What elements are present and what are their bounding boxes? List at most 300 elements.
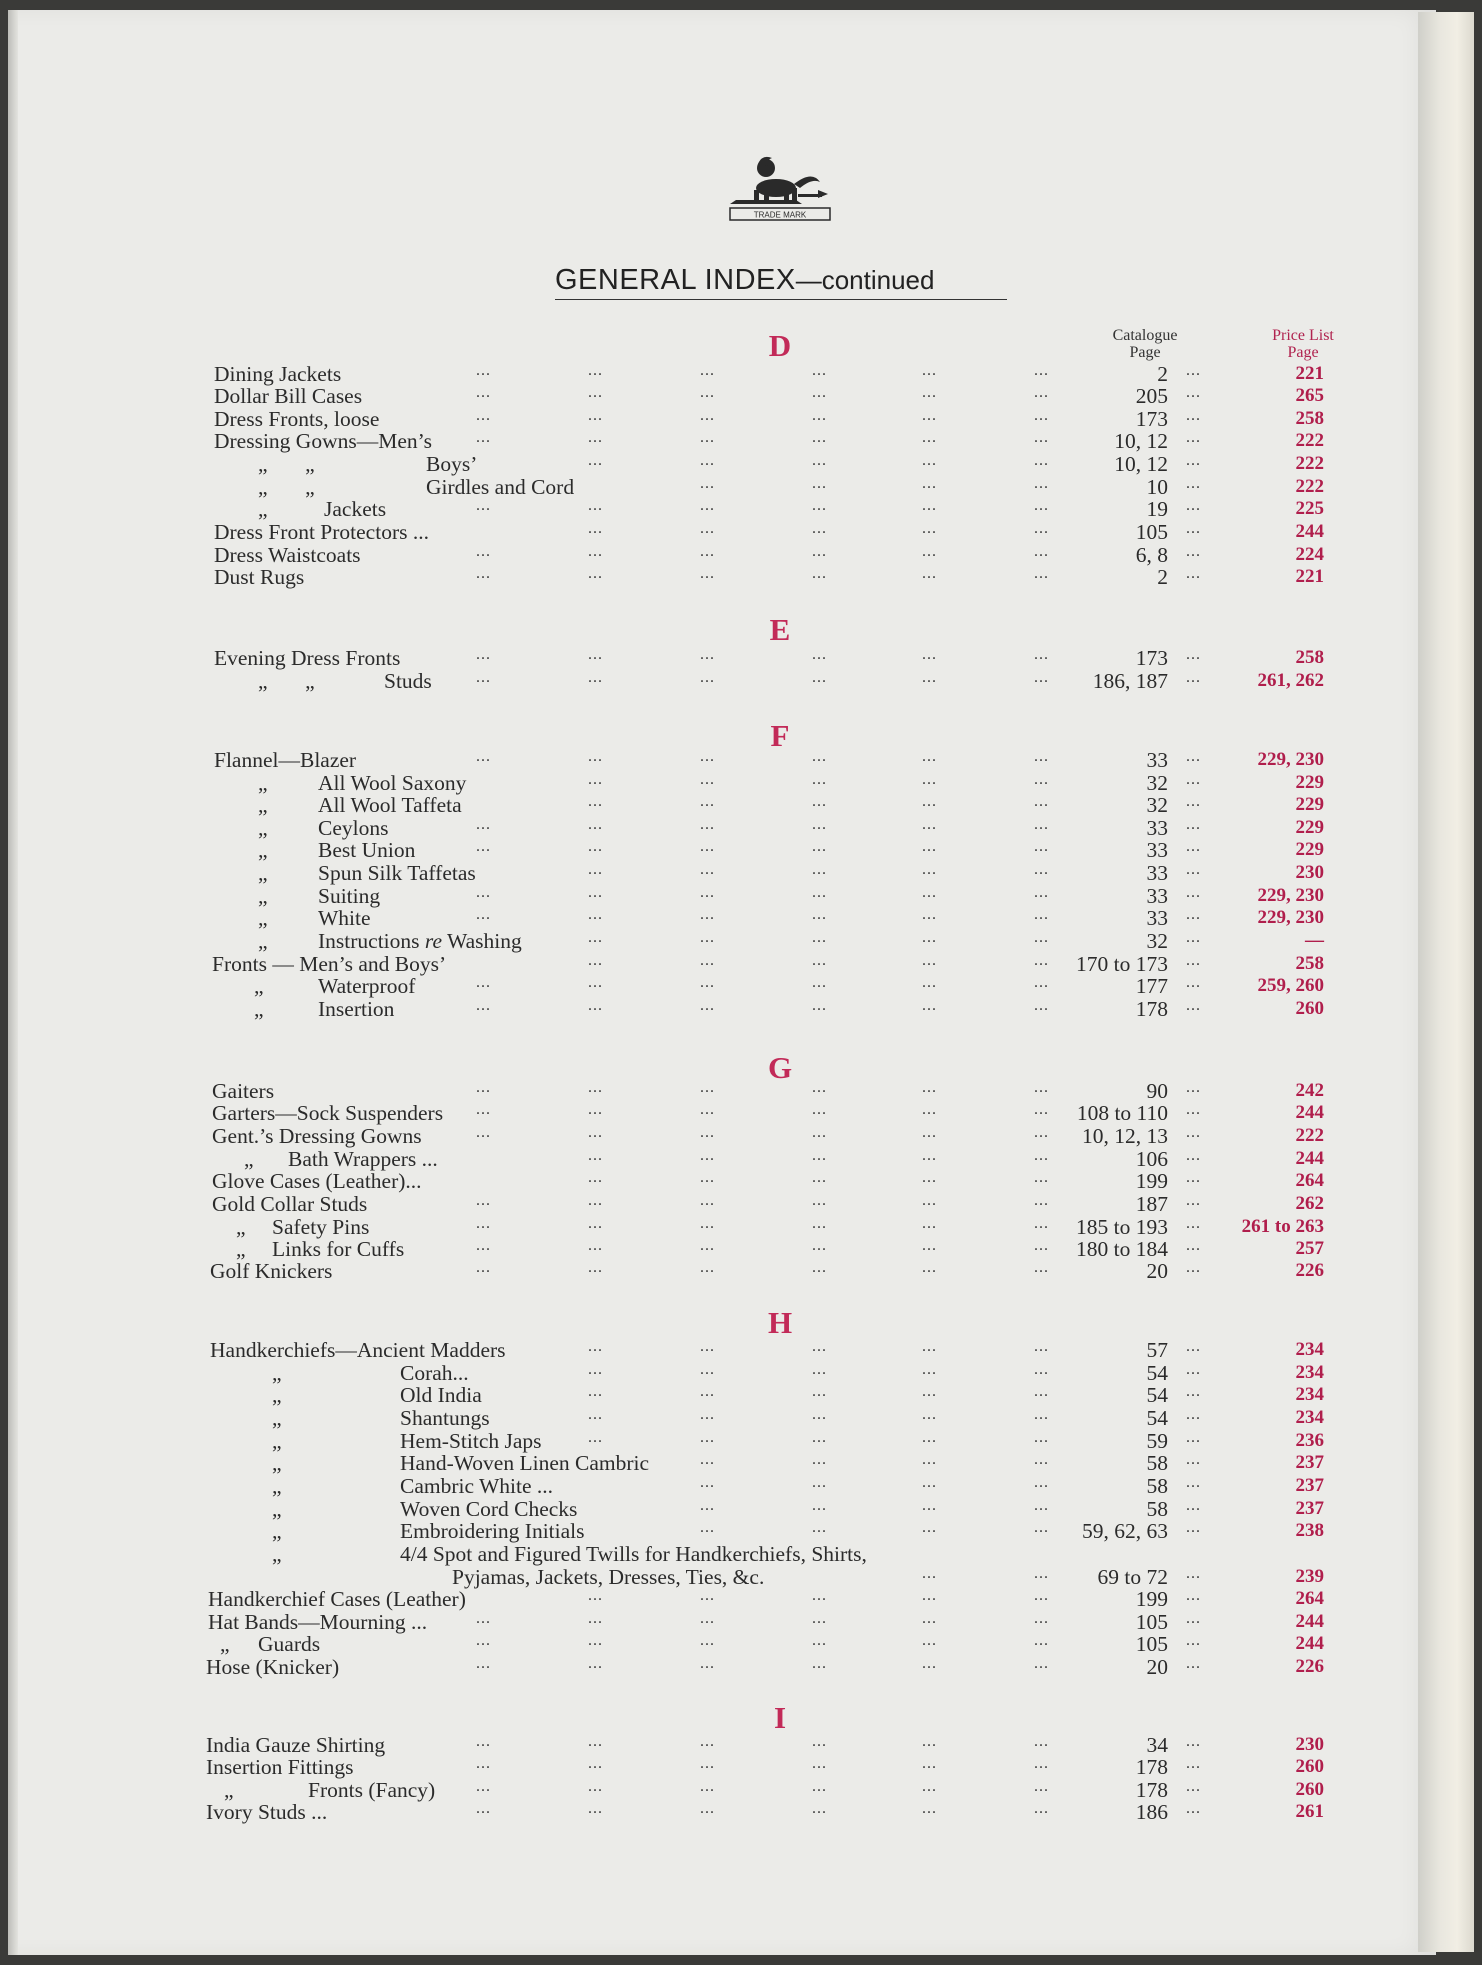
index-entry: [0, 1339, 1400, 1361]
leader-dots: ...: [1186, 1259, 1201, 1276]
leader-dots: ...: [588, 952, 603, 969]
leader-dots: ...: [1034, 565, 1049, 582]
leader-dots: ...: [1034, 906, 1049, 923]
catalogue-page-number: 10, 12: [1114, 429, 1168, 453]
leader-dots: ...: [1034, 1237, 1049, 1254]
leader-dots: ...: [922, 1338, 937, 1355]
index-entry: [0, 1125, 1400, 1147]
leader-dots: ...: [812, 1632, 827, 1649]
leader-dots: ...: [1186, 1215, 1201, 1232]
leader-dots: ...: [1186, 1451, 1201, 1468]
index-entry: [0, 1260, 1400, 1282]
leader-dots: ...: [922, 429, 937, 446]
leader-dots: ...: [1186, 669, 1201, 686]
catalogue-page-number: 6, 8: [1135, 543, 1168, 567]
entry-label: White: [318, 906, 371, 930]
entry-label: Insertion Fittings: [206, 1755, 354, 1779]
price-list-page-number: 261, 262: [1257, 670, 1324, 691]
leader-dots: ...: [1034, 1733, 1049, 1750]
leader-dots: ...: [700, 565, 715, 582]
leader-dots: ...: [922, 1587, 937, 1604]
price-list-page-number: 234: [1295, 1362, 1324, 1383]
leader-dots: ...: [922, 1361, 937, 1378]
ditto-mark: „: [258, 929, 268, 953]
leader-dots: ...: [922, 816, 937, 833]
price-list-page-number: 222: [1295, 1125, 1324, 1146]
leader-dots: ...: [700, 838, 715, 855]
leader-dots: ...: [922, 1169, 937, 1186]
catalogue-page-number: 59: [1146, 1429, 1168, 1453]
leader-dots: ...: [700, 1169, 715, 1186]
leader-dots: ...: [812, 861, 827, 878]
catalogue-page-number: 105: [1135, 520, 1168, 544]
entry-label: Gaiters: [212, 1079, 275, 1103]
leader-dots: ...: [812, 1474, 827, 1491]
catalogue-page-number: 178: [1135, 1778, 1168, 1802]
leader-dots: ...: [588, 929, 603, 946]
index-entry: [0, 1656, 1400, 1678]
leader-dots: ...: [588, 1429, 603, 1446]
entry-label: Insertion: [318, 997, 395, 1021]
leader-dots: ...: [812, 997, 827, 1014]
leader-dots: ...: [1034, 1101, 1049, 1118]
leader-dots: ...: [922, 1474, 937, 1491]
price-list-page-number: 244: [1295, 1148, 1324, 1169]
price-list-page-number: 222: [1295, 430, 1324, 451]
leader-dots: ...: [922, 1101, 937, 1118]
price-list-page-number: 229: [1295, 794, 1324, 815]
catalogue-page-number: 2: [1157, 565, 1168, 589]
leader-dots: ...: [700, 861, 715, 878]
leader-dots: ...: [700, 429, 715, 446]
leader-dots: ...: [1034, 748, 1049, 765]
leader-dots: ...: [922, 1429, 937, 1446]
catalogue-page-number: 10, 12: [1114, 452, 1168, 476]
index-entry: [0, 1633, 1400, 1655]
entry-label: Boys’: [426, 452, 478, 476]
catalogue-page-number: 33: [1146, 816, 1168, 840]
price-list-page-number: 259, 260: [1257, 975, 1324, 996]
leader-dots: ...: [1034, 1587, 1049, 1604]
leader-dots: ...: [1186, 997, 1201, 1014]
leader-dots: ...: [1034, 1124, 1049, 1141]
leader-dots: ...: [700, 1192, 715, 1209]
leader-dots: ...: [922, 452, 937, 469]
leader-dots: ...: [812, 793, 827, 810]
leader-dots: ...: [1186, 816, 1201, 833]
catalogue-page-number: 199: [1135, 1587, 1168, 1611]
leader-dots: ...: [922, 748, 937, 765]
entry-label: Girdles and Cord: [426, 475, 575, 499]
leader-dots: ...: [922, 1519, 937, 1536]
catalogue-page-number: 108 to 110: [1076, 1101, 1168, 1125]
leader-dots: ...: [1034, 452, 1049, 469]
leader-dots: ...: [476, 838, 491, 855]
section-letter-h: H: [767, 1305, 793, 1340]
catalogue-page-number: 173: [1135, 646, 1168, 670]
leader-dots: ...: [922, 475, 937, 492]
leader-dots: ...: [700, 793, 715, 810]
leader-dots: ...: [700, 1429, 715, 1446]
leader-dots: ...: [700, 1215, 715, 1232]
leader-dots: ...: [476, 543, 491, 560]
catalogue-page-number: 187: [1135, 1192, 1168, 1216]
leader-dots: ...: [1034, 929, 1049, 946]
leader-dots: ...: [1186, 429, 1201, 446]
price-header-line1: Price List: [1272, 327, 1334, 344]
leader-dots: ...: [1034, 1474, 1049, 1491]
ditto-mark: „: [220, 1632, 230, 1656]
leader-dots: ...: [812, 1147, 827, 1164]
leader-dots: ...: [1034, 1800, 1049, 1817]
leader-dots: ...: [812, 452, 827, 469]
entry-label: All Wool Taffeta: [318, 793, 462, 817]
leader-dots: ...: [922, 1259, 937, 1276]
leader-dots: ...: [922, 906, 937, 923]
leader-dots: ...: [1034, 1361, 1049, 1378]
leader-dots: ...: [812, 1406, 827, 1423]
ditto-mark: „: [272, 1383, 282, 1407]
section-letter-g: G: [767, 1050, 793, 1085]
leader-dots: ...: [812, 1497, 827, 1514]
entry-label: Bath Wrappers ...: [288, 1147, 438, 1171]
price-list-page-number: 234: [1295, 1339, 1324, 1360]
entry-label: Flannel—Blazer: [214, 748, 357, 772]
leader-dots: ...: [1186, 1383, 1201, 1400]
ditto-mark: „: [272, 1406, 282, 1430]
leader-dots: ...: [700, 1338, 715, 1355]
leader-dots: ...: [700, 884, 715, 901]
leader-dots: ...: [700, 1361, 715, 1378]
catalogue-page-number: 58: [1146, 1497, 1168, 1521]
leader-dots: ...: [588, 1406, 603, 1423]
leader-dots: ...: [922, 362, 937, 379]
index-entry: [0, 1588, 1400, 1610]
price-list-page-number: 242: [1295, 1080, 1324, 1101]
leader-dots: ...: [588, 669, 603, 686]
catalogue-page-number: 58: [1146, 1474, 1168, 1498]
catalogue-page-number: 69 to 72: [1097, 1565, 1168, 1589]
ditto-mark: „: [258, 906, 268, 930]
index-entry: [0, 749, 1400, 771]
price-list-page-number: 257: [1295, 1238, 1324, 1259]
catalogue-page-number: 90: [1146, 1079, 1168, 1103]
catalogue-page-number: 32: [1146, 793, 1168, 817]
leader-dots: ...: [700, 1733, 715, 1750]
leader-dots: ...: [1034, 407, 1049, 424]
leader-dots: ...: [1034, 1610, 1049, 1627]
catalogue-page-number: 105: [1135, 1632, 1168, 1656]
leader-dots: ...: [922, 497, 937, 514]
price-list-page-number: 264: [1295, 1170, 1324, 1191]
leader-dots: ...: [812, 362, 827, 379]
leader-dots: ...: [476, 884, 491, 901]
catalogue-header-line2: Page: [1129, 344, 1161, 361]
leader-dots: ...: [922, 543, 937, 560]
leader-dots: ...: [1186, 771, 1201, 788]
leader-dots: ...: [1186, 646, 1201, 663]
ditto-mark: „: [258, 816, 268, 840]
leader-dots: ...: [1186, 543, 1201, 560]
leader-dots: ...: [700, 1632, 715, 1649]
entry-label: Golf Knickers: [210, 1259, 333, 1283]
catalogue-page-number: 57: [1146, 1338, 1168, 1362]
leader-dots: ...: [812, 952, 827, 969]
catalogue-page-number: 20: [1146, 1655, 1168, 1679]
price-list-page-number: 229, 230: [1257, 885, 1324, 906]
leader-dots: ...: [700, 543, 715, 560]
leader-dots: ...: [812, 475, 827, 492]
leader-dots: ...: [476, 362, 491, 379]
index-entry: [0, 1384, 1400, 1406]
entry-label: Corah...: [400, 1361, 469, 1385]
ditto-mark: „: [258, 793, 268, 817]
leader-dots: ...: [700, 1451, 715, 1468]
price-list-page-number: 237: [1295, 1498, 1324, 1519]
index-entry: [0, 1520, 1400, 1542]
leader-dots: ...: [1186, 929, 1201, 946]
leader-dots: ...: [1034, 1565, 1049, 1582]
catalogue-page-number: 10: [1146, 475, 1168, 499]
entry-label: Woven Cord Checks: [400, 1497, 578, 1521]
leader-dots: ...: [922, 1778, 937, 1795]
ditto-mark: „: [258, 497, 268, 521]
leader-dots: ...: [1034, 475, 1049, 492]
leader-dots: ...: [1034, 1655, 1049, 1672]
leader-dots: ...: [1034, 838, 1049, 855]
index-entry: [0, 1407, 1400, 1429]
entry-label: Safety Pins: [272, 1215, 370, 1239]
price-list-page-number: 258: [1295, 408, 1324, 429]
ditto-mark: „: [258, 838, 268, 862]
leader-dots: ...: [812, 1124, 827, 1141]
price-list-page-number: 230: [1295, 862, 1324, 883]
leader-dots: ...: [812, 929, 827, 946]
leader-dots: ...: [1186, 1338, 1201, 1355]
leader-dots: ...: [700, 997, 715, 1014]
catalogue-page-number: 33: [1146, 861, 1168, 885]
entry-label: Studs: [384, 669, 432, 693]
ditto-mark: „: [258, 861, 268, 885]
leader-dots: ...: [812, 1079, 827, 1096]
leader-dots: ...: [700, 384, 715, 401]
price-list-page-number: 244: [1295, 1633, 1324, 1654]
ditto-mark: „: [272, 1361, 282, 1385]
ditto-mark: „ „: [258, 669, 315, 693]
entry-label: Hose (Knicker): [206, 1655, 340, 1679]
entry-label: Handkerchiefs—Ancient Madders: [210, 1338, 506, 1362]
leader-dots: ...: [922, 952, 937, 969]
leader-dots: ...: [1186, 1237, 1201, 1254]
entry-label: Links for Cuffs: [272, 1237, 405, 1261]
leader-dots: ...: [476, 669, 491, 686]
index-entry: [0, 907, 1400, 929]
leader-dots: ...: [588, 771, 603, 788]
leader-dots: ...: [588, 565, 603, 582]
leader-dots: ...: [1034, 1259, 1049, 1276]
leader-dots: ...: [588, 1169, 603, 1186]
catalogue-page-number: 178: [1135, 1755, 1168, 1779]
leader-dots: ...: [588, 906, 603, 923]
price-list-page-number: 226: [1295, 1260, 1324, 1281]
entry-label: Ceylons: [318, 816, 389, 840]
leader-dots: ...: [922, 929, 937, 946]
leader-dots: ...: [700, 771, 715, 788]
ditto-mark: „: [236, 1237, 246, 1261]
entry-label: Embroidering Initials: [400, 1519, 585, 1543]
catalogue-page-number: 105: [1135, 1610, 1168, 1634]
leader-dots: ...: [476, 1800, 491, 1817]
leader-dots: ...: [922, 1632, 937, 1649]
leader-dots: ...: [588, 1587, 603, 1604]
catalogue-page-number: 178: [1135, 997, 1168, 1021]
leader-dots: ...: [1186, 1361, 1201, 1378]
leader-dots: ...: [476, 1259, 491, 1276]
page-title-suffix: —continued: [795, 265, 935, 295]
leader-dots: ...: [922, 1655, 937, 1672]
catalogue-page-number: 20: [1146, 1259, 1168, 1283]
index-entry: [0, 647, 1400, 669]
leader-dots: ...: [700, 1800, 715, 1817]
leader-dots: ...: [700, 1383, 715, 1400]
leader-dots: ...: [1186, 520, 1201, 537]
leader-dots: ...: [476, 1778, 491, 1795]
index-entry: [0, 975, 1400, 997]
catalogue-page-number: 180 to 184: [1076, 1237, 1168, 1261]
leader-dots: ...: [812, 520, 827, 537]
leader-dots: ...: [588, 1361, 603, 1378]
leader-dots: ...: [812, 1338, 827, 1355]
leader-dots: ...: [1034, 997, 1049, 1014]
leader-dots: ...: [1186, 565, 1201, 582]
section-letter-e: E: [769, 612, 791, 647]
leader-dots: ...: [812, 1519, 827, 1536]
leader-dots: ...: [812, 1383, 827, 1400]
leader-dots: ...: [588, 861, 603, 878]
leader-dots: ...: [1186, 1519, 1201, 1536]
index-entry: [0, 1452, 1400, 1474]
index-entry: [0, 1102, 1400, 1124]
section-letter-f: F: [770, 718, 790, 753]
leader-dots: ...: [588, 838, 603, 855]
price-list-page-number: 260: [1295, 998, 1324, 1019]
leader-dots: ...: [588, 1259, 603, 1276]
leader-dots: ...: [1186, 1169, 1201, 1186]
leader-dots: ...: [922, 520, 937, 537]
ditto-mark: „: [254, 997, 264, 1021]
leader-dots: ...: [476, 1101, 491, 1118]
catalogue-page-number: 32: [1146, 771, 1168, 795]
leader-dots: ...: [588, 1632, 603, 1649]
leader-dots: ...: [700, 748, 715, 765]
leader-dots: ...: [700, 974, 715, 991]
leader-dots: ...: [588, 1610, 603, 1627]
price-list-page-number: 260: [1295, 1779, 1324, 1800]
leader-dots: ...: [588, 1079, 603, 1096]
ditto-mark: „: [272, 1497, 282, 1521]
index-entry: [0, 794, 1400, 816]
leader-dots: ...: [922, 884, 937, 901]
index-entry: [0, 1170, 1400, 1192]
index-entry: [0, 862, 1400, 884]
leader-dots: ...: [1034, 1192, 1049, 1209]
leader-dots: ...: [476, 974, 491, 991]
leader-dots: ...: [1186, 1124, 1201, 1141]
leader-dots: ...: [1186, 1147, 1201, 1164]
leader-dots: ...: [1186, 1733, 1201, 1750]
ditto-mark: „ „: [258, 475, 315, 499]
leader-dots: ...: [476, 1215, 491, 1232]
leader-dots: ...: [700, 497, 715, 514]
leader-dots: ...: [1186, 884, 1201, 901]
entry-label: Shantungs: [400, 1406, 490, 1430]
catalogue-page-number: 199: [1135, 1169, 1168, 1193]
leader-dots: ...: [588, 816, 603, 833]
entry-label: Dollar Bill Cases: [214, 384, 363, 408]
price-list-page-number: 224: [1295, 544, 1324, 565]
leader-dots: ...: [588, 1338, 603, 1355]
leader-dots: ...: [1186, 793, 1201, 810]
leader-dots: ...: [922, 1383, 937, 1400]
catalogue-page-number: 33: [1146, 748, 1168, 772]
entry-label: Glove Cases (Leather)...: [212, 1169, 422, 1193]
entry-label: Dress Front Protectors ...: [214, 520, 429, 544]
index-entry: [0, 430, 1400, 452]
entry-label: Ivory Studs ...: [206, 1800, 328, 1824]
leader-dots: ...: [812, 407, 827, 424]
entry-label: Dust Rugs: [214, 565, 305, 589]
leader-dots: ...: [922, 1610, 937, 1627]
leader-dots: ...: [812, 1587, 827, 1604]
leader-dots: ...: [700, 1610, 715, 1627]
leader-dots: ...: [1186, 362, 1201, 379]
leader-dots: ...: [812, 816, 827, 833]
ditto-mark: „ „: [258, 452, 315, 476]
leader-dots: ...: [812, 384, 827, 401]
leader-dots: ...: [1034, 1147, 1049, 1164]
price-list-page-number: 261: [1295, 1801, 1324, 1822]
leader-dots: ...: [588, 1800, 603, 1817]
leader-dots: ...: [476, 1632, 491, 1649]
leader-dots: ...: [1034, 884, 1049, 901]
entry-label: Cambric White ...: [400, 1474, 554, 1498]
leader-dots: ...: [476, 565, 491, 582]
leader-dots: ...: [922, 1451, 937, 1468]
leader-dots: ...: [700, 929, 715, 946]
leader-dots: ...: [812, 669, 827, 686]
leader-dots: ...: [700, 669, 715, 686]
leader-dots: ...: [812, 565, 827, 582]
leader-dots: ...: [922, 1124, 937, 1141]
catalogue-page-number: 33: [1146, 906, 1168, 930]
entry-label: Dressing Gowns—Men’s: [214, 429, 432, 453]
price-list-page-number: 234: [1295, 1407, 1324, 1428]
leader-dots: ...: [476, 497, 491, 514]
leader-dots: ...: [922, 861, 937, 878]
leader-dots: ...: [588, 497, 603, 514]
catalogue-page-number: 32: [1146, 929, 1168, 953]
price-list-page-number: 230: [1295, 1734, 1324, 1755]
leader-dots: ...: [476, 1610, 491, 1627]
leader-dots: ...: [1186, 1755, 1201, 1772]
leader-dots: ...: [700, 1259, 715, 1276]
leader-dots: ...: [812, 1192, 827, 1209]
price-list-page-number: 265: [1295, 385, 1324, 406]
leader-dots: ...: [812, 771, 827, 788]
leader-dots: ...: [1186, 974, 1201, 991]
leader-dots: ...: [700, 1655, 715, 1672]
leader-dots: ...: [588, 407, 603, 424]
